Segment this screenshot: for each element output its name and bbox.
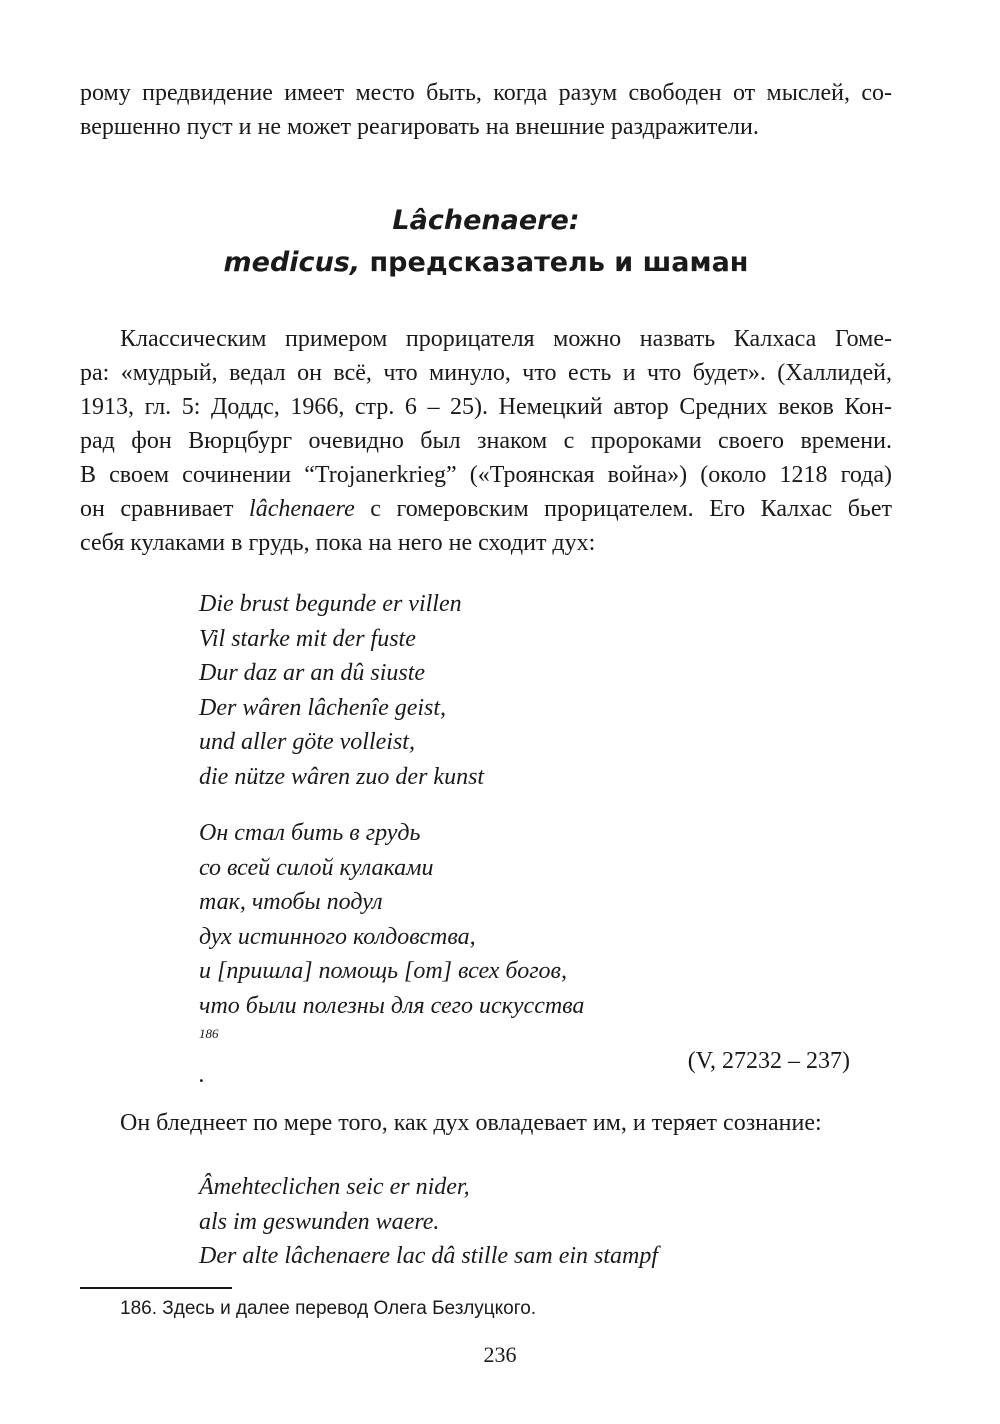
poem-line: Âmehteclichen seic er nider, — [199, 1174, 470, 1200]
poem-line: und aller göte volleist, — [199, 729, 415, 755]
text-line: Он бледнеет по мере того, как дух овладевает им, и теряет сознание: — [120, 1110, 822, 1136]
poem-line: и [пришла] помощь [от] всех богов, — [199, 958, 567, 984]
citation: (V, 27232 – 237) — [687, 1048, 850, 1074]
poem-line: дух истинного колдовства, — [199, 923, 476, 950]
text-line: 1913, гл. 5: Доддс, 1966, стр. 6 – 25). Немецкий автор Средних веков Кон- — [80, 394, 892, 420]
text-line: Классическим примером прорицателя можно назвать Калхаса Гоме- — [120, 326, 892, 352]
poem-original-2 — [199, 1170, 859, 1274]
poem-line: со всей силой кулаками — [199, 854, 434, 881]
paragraph-1 — [80, 322, 892, 560]
page-number: 236 — [483, 1342, 517, 1367]
footnote: 186. Здесь и далее перевод Олега Безлуцкого. — [120, 1298, 537, 1319]
footnote-divider — [80, 1287, 232, 1289]
section-heading — [80, 200, 892, 284]
poem-original — [199, 587, 859, 794]
heading-line-2 — [80, 242, 892, 284]
heading-rest: предсказатель и шаман — [360, 247, 749, 278]
poem-line: die nütze wâren zuo der kunst — [199, 763, 485, 790]
poem-line-tail: . — [199, 1061, 205, 1088]
poem-line: Dur daz ar an dû siuste — [199, 660, 426, 686]
text-line: рад фон Вюрцбург очевидно был знаком с пророками своего времени. — [80, 428, 892, 454]
top-paragraph — [80, 76, 892, 144]
text-segment: он сравнивает — [80, 496, 250, 522]
italic-term: lâchenaere — [249, 496, 355, 522]
text-line: рому предвидение имеет место быть, когда разум свободен от мыслей, со- — [80, 80, 892, 106]
poem-line: als im geswunden waere. — [199, 1208, 440, 1235]
poem-line: так, чтобы подул — [199, 889, 383, 915]
text-line: ра: «мудрый, ведал он всё, что минуло, что есть и что будет». (Халлидей, — [80, 360, 892, 386]
heading-line-1: Lâchenaere: — [392, 205, 580, 236]
footnote-ref: 186 — [199, 1026, 219, 1041]
poem-line: Vil starke mit der fuste — [199, 625, 416, 652]
heading-italic-word: medicus, — [223, 247, 361, 278]
text-line: вершенно пуст и не может реагировать на внешние раздражители. — [80, 114, 759, 140]
poem-line: Der wâren lâchenîe geist, — [199, 694, 447, 721]
text-segment: с гомеровским прорицателем. Его Калхас бьет — [354, 496, 892, 522]
poem-line-text: что были полезны для сего искусства — [199, 992, 585, 1019]
text-line — [80, 492, 892, 526]
poem-line: Он стал бить в грудь — [199, 820, 421, 846]
poem-line: Die brust begunde er villen — [199, 591, 462, 617]
text-line: себя кулаками в грудь, пока на него не сходит дух: — [80, 530, 596, 556]
poem-line: Der alte lâchenaere lac dâ stille sam ein stampf — [199, 1243, 659, 1269]
paragraph-2 — [80, 1106, 892, 1140]
text-line: В своем сочинении “Trojanerkrieg” («Троянская война») (около 1218 года) — [80, 462, 892, 488]
